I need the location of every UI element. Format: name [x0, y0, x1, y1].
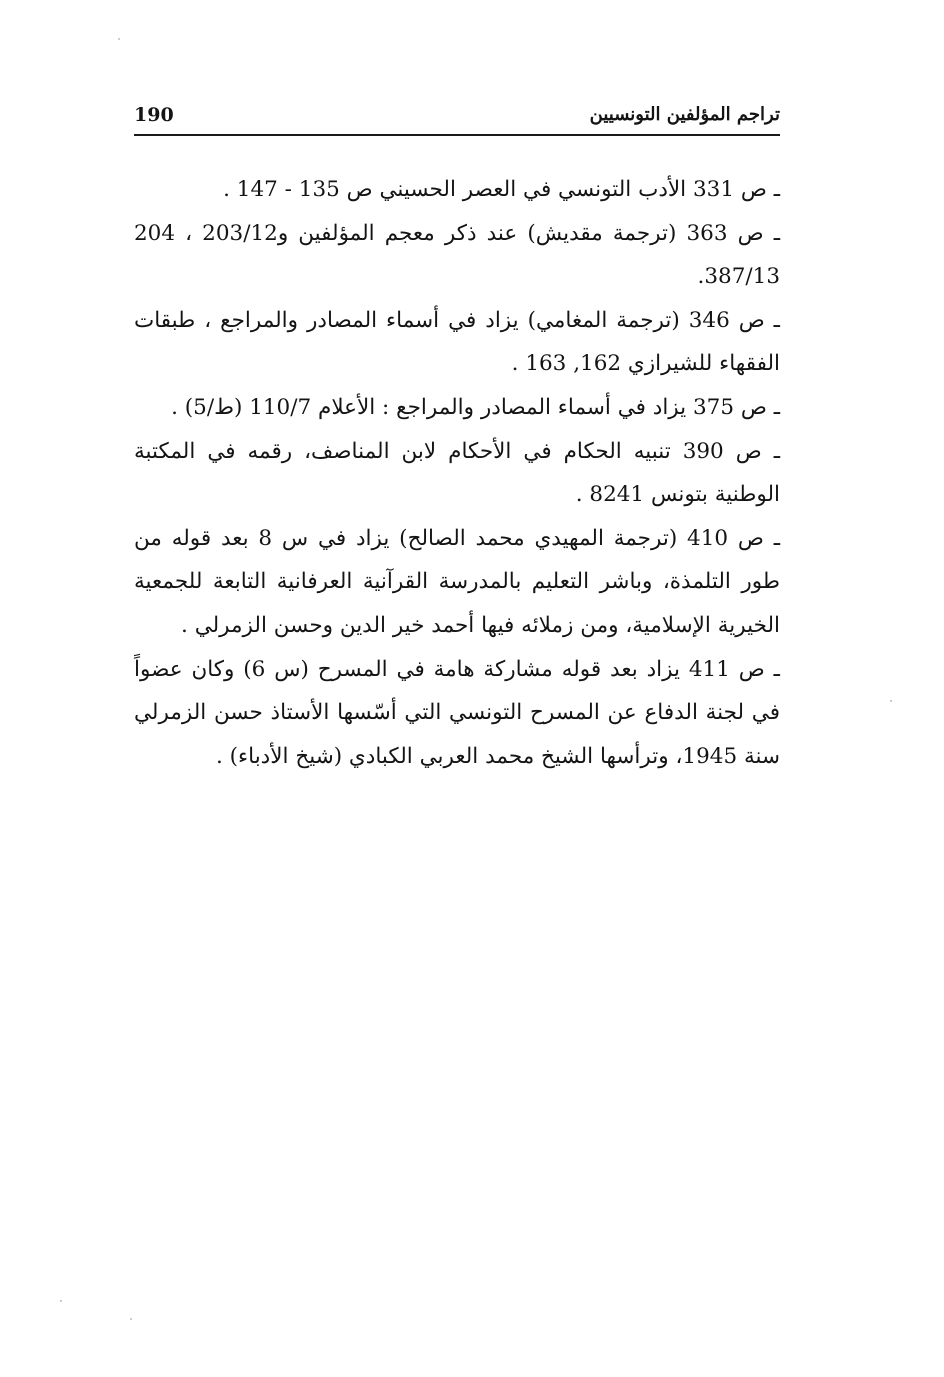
addendum-entry-p331: ـ ص 331 الأدب التونسي في العصر الحسيني ص 135 - 147 .: [223, 177, 780, 202]
running-header: [134, 100, 780, 136]
addendum-entry-p375: ـ ص 375 يزاد في أسماء المصادر والمراجع : الأعلام 110/7 (ط/5) .: [171, 394, 780, 420]
addendum-entry-p410: ـ ص 410 (ترجمة المهيدي محمد الصالح) يزاد في س 8 بعد قوله من طور التلمذة، وباشر التعليم بالمدرسة القرآنية العرفانية التابعة للجمعية الخيرية الإسلامية، ومن زملائه فيها أحمد خير الدين وحسن الزمرلي .: [134, 525, 780, 638]
addenda-list: [134, 168, 780, 778]
scan-speck: [130, 1318, 132, 1320]
running-title: تراجم المؤلفين التونسيين: [589, 104, 780, 125]
scan-speck: [890, 700, 892, 702]
page-number: 190: [134, 104, 174, 126]
addendum-entry-p390: ـ ص 390 تنبيه الحكام في الأحكام لابن المناصف، رقمه في المكتبة الوطنية بتونس 8241 .: [134, 438, 781, 508]
scan-speck: [118, 38, 120, 40]
addendum-entry-p363: ـ ص 363 (ترجمة مقديش) عند ذكر معجم المؤلفين و203/12 ، 204 387/13.: [134, 220, 780, 290]
addendum-entry-p346: ـ ص 346 (ترجمة المغامي) يزاد في أسماء المصادر والمراجع ، طبقات الفقهاء للشيرازي 162, 163 .: [134, 307, 780, 377]
scan-speck: [60, 1300, 62, 1302]
addendum-entry-p411: ـ ص 411 يزاد بعد قوله مشاركة هامة في المسرح (س 6) وكان عضواً في لجنة الدفاع عن المسرح التونسي التي أسّسها الأستاذ حسن الزمرلي سنة 1945، وترأسها الشيخ محمد العربي الكبادي (شيخ الأدباء) .: [134, 656, 780, 769]
